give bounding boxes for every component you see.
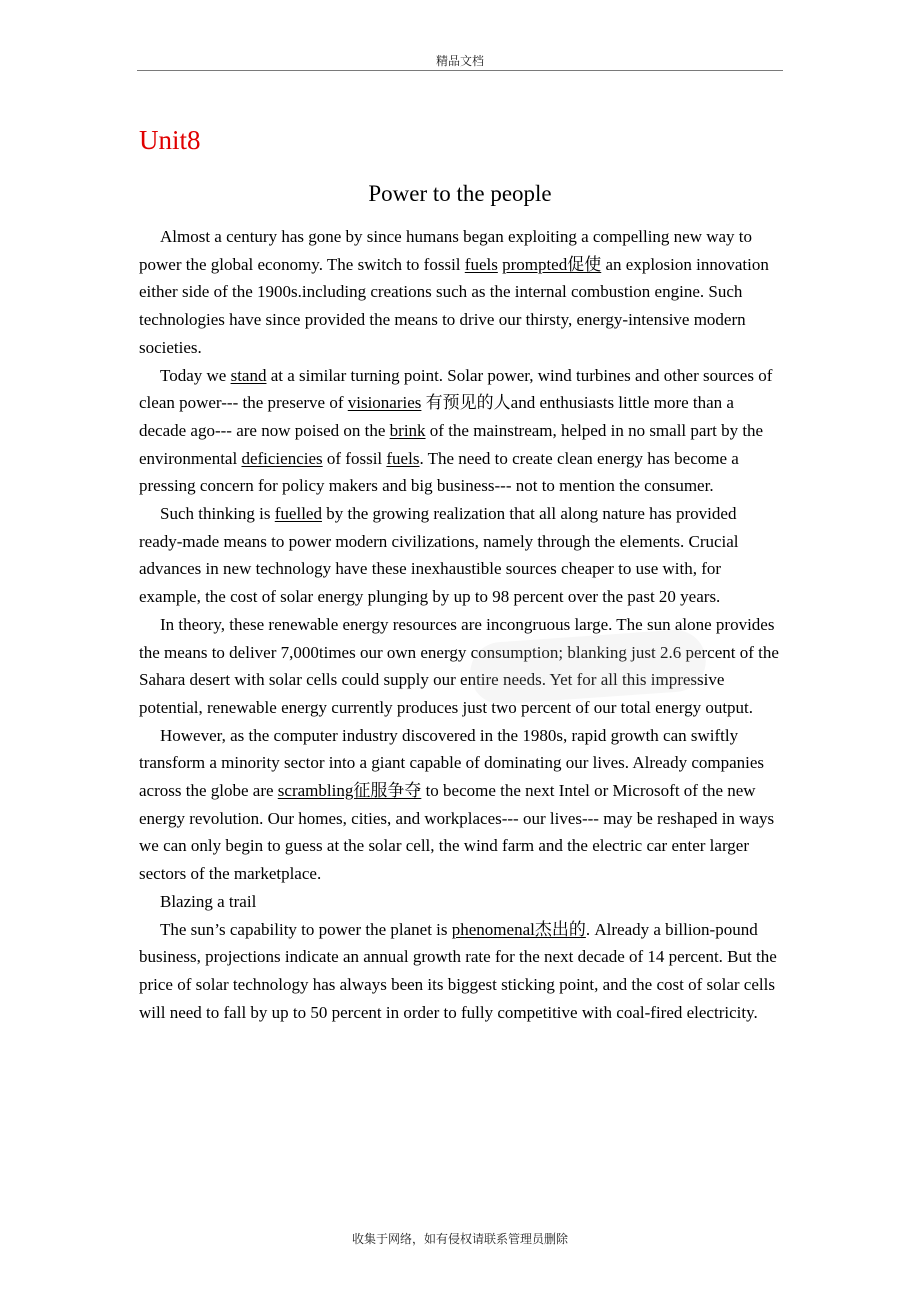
paragraph xyxy=(139,223,784,362)
header-divider xyxy=(137,70,783,71)
underlined-term: fuelled xyxy=(274,504,322,524)
text-run: an explosion innovation either side of the 1900s.including creations such as the internal combustion engine. Such technologies have since provided the means to drive our thirsty, energy-intensive modern societies. xyxy=(139,254,769,357)
underlined-term: stand xyxy=(230,365,267,385)
text-run: . Already a billion-pound business, projections indicate an annual growth rate for the next decade of 14 percent. But the price of solar technology has always been its biggest sticking point, and the cost of solar cells will need to fall by up to 50 percent in order to fully competitive with coal-fired electricity. xyxy=(139,919,777,1022)
text-run: of the mainstream, helped in no small part by the environmental xyxy=(139,420,764,468)
underlined-term: phenomenal杰出的 xyxy=(451,919,586,939)
underlined-term: brink xyxy=(389,420,426,440)
underlined-term: fuels xyxy=(464,254,498,274)
section-heading xyxy=(139,888,784,916)
page-header: 精品文档 xyxy=(435,54,484,68)
article-title: Power to the people xyxy=(368,181,552,206)
underlined-term: scrambling征服争夺 xyxy=(277,781,422,801)
page-footer: 收集于网络，如有侵权请联系管理员删除 xyxy=(351,1232,568,1246)
text-run: The sun’s capability to power the planet is xyxy=(160,919,452,939)
text-run: 有预见的人and enthusiasts little more than a decade ago--- are now poised on the xyxy=(139,393,734,440)
text-run: to become the next Intel or Microsoft of the new energy revolution. Our homes, cities, and workplaces--- our lives--- may be reshaped in ways we can only begin to guess at the solar cell, the wind farm and the electric car enter larger sectors of the marketplace. xyxy=(139,781,775,884)
underlined-term: deficiencies xyxy=(241,448,323,468)
paragraph xyxy=(139,916,784,1027)
text-run: of fossil xyxy=(322,448,387,468)
paragraph xyxy=(139,722,784,888)
paragraph xyxy=(139,500,784,611)
underlined-term: prompted促使 xyxy=(502,254,602,274)
text-run: Blazing a trail xyxy=(160,891,257,911)
underlined-term: visionaries xyxy=(347,393,422,413)
text-run: at a similar turning point. Solar power, wind turbines and other sources of clean power--- the preserve of xyxy=(139,365,773,413)
unit-title: Unit8 xyxy=(139,125,201,155)
text-run: However, as the computer industry discovered in the 1980s, rapid growth can swiftly transform a minority sector into a giant capable of dominating our lives. Already companies across the globe are xyxy=(139,725,765,801)
underlined-term: fuels xyxy=(386,448,420,468)
text-run: Today we xyxy=(160,365,231,385)
text-run: by the growing realization that all along nature has provided ready-made means to power modern civilizations, namely through the elements. Crucial advances in new technology have these inexhaustible sources cheaper to use with, for example, the cost of solar energy plunging by up to 98 percent over the past 20 years. xyxy=(139,504,739,607)
paragraph xyxy=(139,362,784,501)
text-run: In theory, these renewable energy resources are incongruous large. The sun alone provides the means to deliver 7,000times our own energy consumption; blanking just 2.6 percent of the Sahara desert with solar cells could supply our entire needs. Yet for all this impressive potential, renewable energy currently produces just two percent of our total energy output. xyxy=(139,614,779,717)
article-body xyxy=(139,223,784,1026)
text-run: Such thinking is xyxy=(160,504,275,524)
text-run: . The need to create clean energy has become a pressing concern for policy makers and big business--- not to mention the consumer. xyxy=(139,448,739,496)
text-run: Almost a century has gone by since humans began exploiting a compelling new way to power the global economy. The switch to fossil xyxy=(139,227,753,274)
